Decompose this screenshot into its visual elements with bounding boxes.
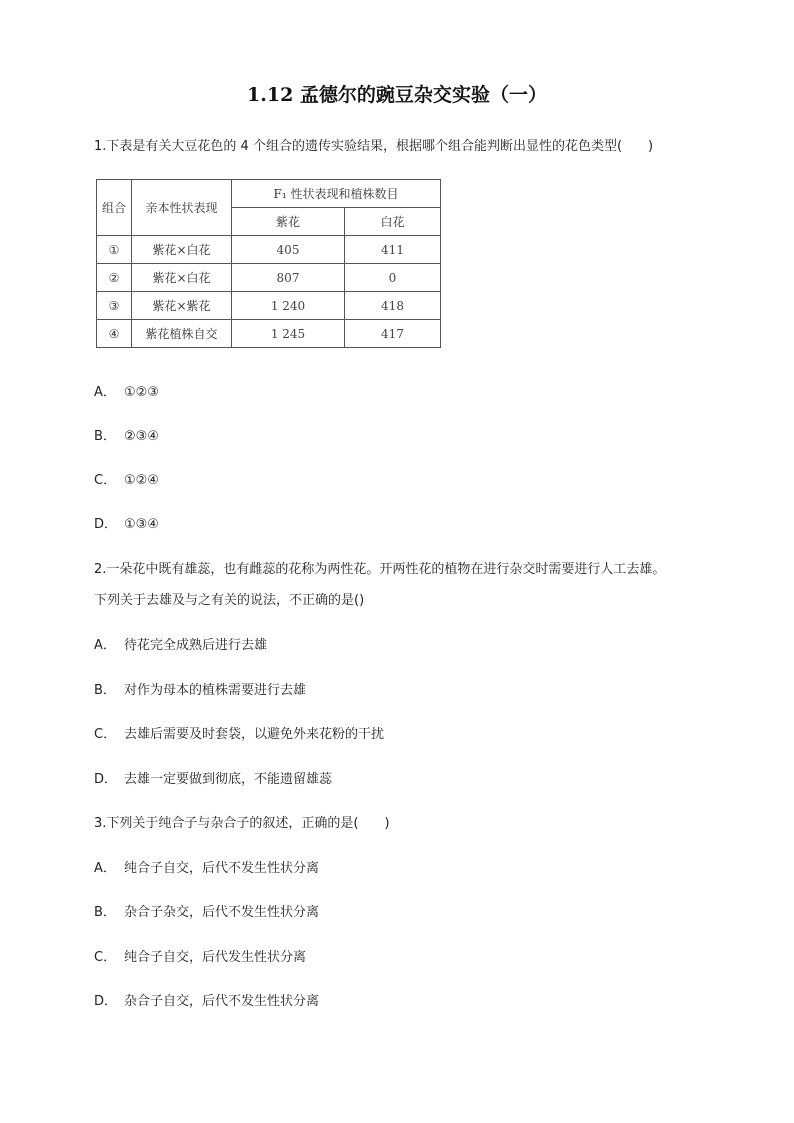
row-id: ④ — [97, 320, 132, 348]
option-text: 去雄一定要做到彻底，不能遗留雄蕊 — [124, 772, 333, 787]
option-letter: D． — [94, 994, 118, 1009]
option-text: ①③④ — [124, 517, 159, 532]
option-letter: D． — [94, 517, 118, 532]
row-parent: 紫花×紫花 — [132, 292, 232, 320]
option-letter: A． — [94, 638, 116, 653]
row-purple: 1 245 — [232, 320, 345, 348]
option-text: 去雄后需要及时套袋，以避免外来花粉的干扰 — [124, 727, 385, 742]
row-white: 417 — [345, 320, 441, 348]
option-text: ①②④ — [124, 473, 159, 488]
option-text: ②③④ — [124, 429, 159, 444]
q1-option-b[interactable] — [94, 425, 159, 444]
option-text: 杂合子自交，后代不发生性状分离 — [124, 994, 320, 1009]
q3-option-a[interactable] — [94, 857, 319, 876]
q2-option-b[interactable] — [94, 679, 306, 698]
option-text: 杂合子杂交，后代不发生性状分离 — [124, 905, 320, 920]
q2-option-d[interactable] — [94, 768, 332, 787]
q3-option-c[interactable] — [94, 946, 306, 965]
option-text: 纯合子自交，后代不发生性状分离 — [124, 861, 320, 876]
option-letter: A． — [94, 861, 116, 876]
row-purple: 807 — [232, 264, 345, 292]
row-white: 418 — [345, 292, 441, 320]
page-title: 1.12 孟德尔的豌豆杂交实验（一） — [247, 84, 547, 106]
table-row — [97, 292, 441, 320]
q1-option-a[interactable] — [94, 381, 159, 400]
q1-option-d[interactable] — [94, 513, 159, 532]
header-white: 白花 — [345, 208, 441, 236]
row-parent: 紫花×白花 — [132, 264, 232, 292]
header-f1: F₁ 性状表现和植株数目 — [232, 180, 441, 208]
option-letter: B． — [94, 683, 116, 698]
row-white: 0 — [345, 264, 441, 292]
row-id: ② — [97, 264, 132, 292]
table-row — [97, 320, 441, 348]
question-2-stem-line1: 2.一朵花中既有雄蕊，也有雌蕊的花称为两性花。开两性花的植物在进行杂交时需要进行人工去雄。 — [94, 562, 666, 577]
option-text: 对作为母本的植株需要进行去雄 — [124, 683, 307, 698]
question-2-stem-line2: 下列关于去雄及与之有关的说法，不正确的是() — [94, 593, 365, 608]
row-id: ③ — [97, 292, 132, 320]
question-1-stem: 1.下表是有关大豆花色的 4 个组合的遗传实验结果，根据哪个组合能判断出显性的花色类型( ) — [94, 139, 654, 154]
row-purple: 1 240 — [232, 292, 345, 320]
option-letter: D． — [94, 772, 118, 787]
q1-option-c[interactable] — [94, 469, 159, 488]
table-row — [97, 236, 441, 264]
row-parent: 紫花×白花 — [132, 236, 232, 264]
header-group: 组合 — [97, 180, 132, 236]
q3-option-d[interactable] — [94, 990, 319, 1009]
option-letter: C． — [94, 950, 117, 965]
option-letter: B． — [94, 429, 116, 444]
row-purple: 405 — [232, 236, 345, 264]
option-letter: C． — [94, 473, 117, 488]
q3-option-b[interactable] — [94, 901, 319, 920]
row-white: 411 — [345, 236, 441, 264]
table-row — [97, 264, 441, 292]
header-purple: 紫花 — [232, 208, 345, 236]
option-letter: B． — [94, 905, 116, 920]
option-text: 纯合子自交，后代发生性状分离 — [124, 950, 307, 965]
option-letter: C． — [94, 727, 117, 742]
option-letter: A． — [94, 385, 116, 400]
q2-option-a[interactable] — [94, 634, 267, 653]
flower-color-table — [96, 179, 441, 348]
header-parent: 亲本性状表现 — [132, 180, 232, 236]
row-parent: 紫花植株自交 — [132, 320, 232, 348]
row-id: ① — [97, 236, 132, 264]
q2-option-c[interactable] — [94, 723, 384, 742]
question-3-stem: 3.下列关于纯合子与杂合子的叙述，正确的是( ) — [94, 816, 390, 831]
option-text: ①②③ — [124, 385, 159, 400]
option-text: 待花完全成熟后进行去雄 — [124, 638, 268, 653]
